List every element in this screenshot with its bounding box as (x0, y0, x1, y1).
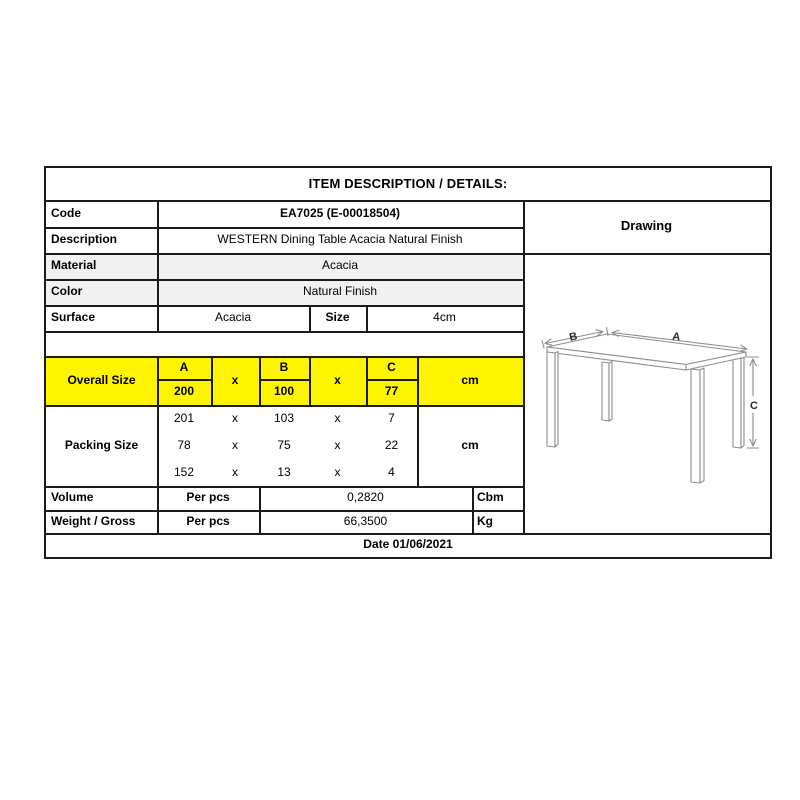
packing-x: x (232, 437, 238, 452)
overall-size-a-header: A (179, 359, 189, 374)
packing-x: x (232, 410, 238, 425)
size-label: Size (325, 310, 350, 325)
packing-value: 152 (173, 464, 195, 479)
packing-value: 75 (277, 437, 291, 452)
sheet-title: ITEM DESCRIPTION / DETAILS: (308, 175, 508, 191)
overall-size-label: Overall Size (67, 372, 136, 387)
surface-label: Surface (51, 310, 96, 325)
packing-value: 78 (177, 437, 191, 452)
packing-size-unit: cm (461, 437, 479, 452)
weight-basis: Per pcs (186, 513, 230, 528)
drawing-label: Drawing (620, 218, 673, 234)
volume-basis: Per pcs (186, 490, 230, 505)
surface-value: Acacia (214, 310, 252, 325)
description-value: WESTERN Dining Table Acacia Natural Finish (217, 232, 463, 247)
packing-size-label: Packing Size (64, 437, 139, 452)
packing-value: 7 (388, 410, 395, 425)
color-value: Natural Finish (302, 284, 378, 299)
packing-x: x (334, 464, 341, 479)
code-label: Code (51, 205, 81, 220)
material-label: Material (51, 258, 97, 273)
packing-x: x (334, 410, 341, 425)
dim-label-c: C (750, 400, 758, 412)
packing-value: 103 (273, 410, 295, 425)
table-legs-back (602, 357, 744, 448)
packing-x: x (334, 437, 341, 452)
volume-label: Volume (51, 490, 94, 505)
packing-value: 201 (173, 410, 195, 425)
spec-sheet-table (44, 166, 772, 559)
size-value: 4cm (433, 310, 456, 325)
packing-value: 22 (384, 437, 399, 452)
table-legs-front (547, 352, 704, 484)
weight-label: Weight / Gross (51, 513, 136, 528)
dim-label-b: B (568, 330, 579, 344)
dim-tick (542, 341, 544, 349)
overall-size-x1: x (231, 372, 239, 387)
weight-unit: Kg (477, 513, 493, 528)
volume-value: 0,2820 (347, 490, 384, 505)
table-drawing (528, 320, 768, 510)
overall-size-c-header: C (387, 359, 396, 374)
code-value: EA7025 (E-00018504) (279, 205, 401, 220)
color-label: Color (51, 284, 83, 299)
dim-label-a: A (671, 330, 682, 344)
overall-size-unit: cm (461, 372, 479, 387)
grid-line (46, 331, 523, 333)
overall-size-c-value: 77 (384, 384, 399, 399)
overall-size-b-value: 100 (273, 384, 295, 399)
packing-x: x (232, 464, 238, 479)
description-label: Description (51, 232, 118, 247)
packing-value: 4 (388, 464, 395, 479)
overall-size-a-value: 200 (173, 384, 195, 399)
overall-size-b-header: B (279, 359, 289, 374)
material-value: Acacia (321, 258, 359, 273)
packing-value: 13 (277, 464, 291, 479)
weight-value: 66,3500 (343, 513, 388, 528)
date-footer: Date 01/06/2021 (363, 537, 453, 552)
volume-unit: Cbm (477, 490, 504, 505)
overall-size-x2: x (334, 372, 341, 387)
